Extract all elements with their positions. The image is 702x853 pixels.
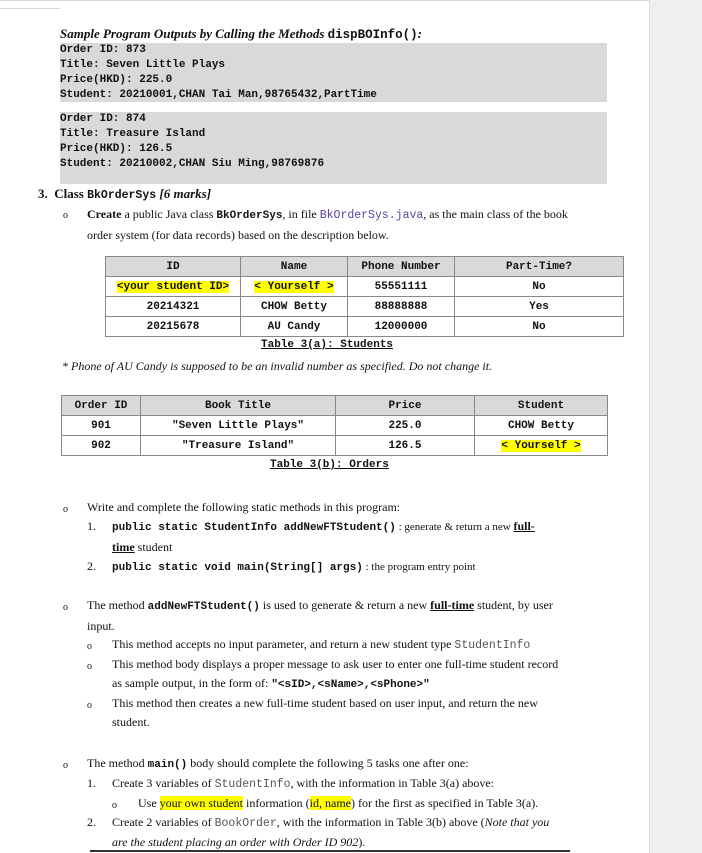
main-item-1-sub: Use your own student information (id, name) for the first as specified in Table 3(a). xyxy=(138,796,539,810)
bullet: o xyxy=(87,661,92,672)
bullet: o xyxy=(63,760,68,771)
question-3-heading: 3. Class BkOrderSys [6 marks] xyxy=(38,186,212,202)
method-1-number: 1. xyxy=(87,519,96,533)
main-item-2-number: 2. xyxy=(87,815,96,829)
table-row: 902 "Treasure Island" 126.5 < Yourself > xyxy=(62,436,608,456)
addnew-intro: The method addNewFTStudent() is used to generate & return a new full-time student, by user input. xyxy=(87,598,553,633)
main-item-1: Create 3 variables of StudentInfo, with the information in Table 3(a) above: xyxy=(112,776,495,791)
table-row: <your student ID> < Yourself > 55551111 No xyxy=(106,277,624,297)
main-item-2: Create 2 variables of BookOrder, with the information in Table 3(b) above (Note that you are the student placing an order with Order ID 902). xyxy=(112,815,550,849)
table-row: 901 "Seven Little Plays" 225.0 CHOW Betty xyxy=(62,416,608,436)
bullet: o xyxy=(112,800,117,811)
method-1: public static StudentInfo addNewFTStudent() : generate & return a new full- time student xyxy=(112,519,535,554)
write-intro: Write and complete the following static methods in this program: xyxy=(87,500,401,514)
main-intro: The method main() body should complete the following 5 tasks one after one: xyxy=(87,756,469,771)
output-block-1: Order ID: 873 Title: Seven Little Plays Price(HKD): 225.0 Student: 20210001,CHAN Tai Man,98765432,PartTime xyxy=(60,43,607,102)
bullet: o xyxy=(87,641,92,652)
table-3b-caption: Table 3(b): Orders xyxy=(270,459,389,471)
document-page xyxy=(38,0,649,853)
sample-output-heading: Sample Program Outputs by Calling the Methods dispBOInfo(): xyxy=(60,26,422,42)
bullet: o xyxy=(63,210,68,221)
col-price: Price xyxy=(336,396,475,416)
col-student: Student xyxy=(475,396,608,416)
table-row: 20215678 AU Candy 12000000 No xyxy=(106,317,624,337)
addnew-point-3: This method then creates a new full-time student based on user input, and return the new student. xyxy=(112,696,538,729)
bullet: o xyxy=(87,700,92,711)
orders-table xyxy=(61,395,608,456)
table-3a-caption: Table 3(a): Students xyxy=(261,339,394,351)
method-2: public static void main(String[] args) : the program entry point xyxy=(112,561,476,574)
bottom-rule xyxy=(90,850,570,852)
col-order-id: Order ID xyxy=(62,396,141,416)
students-table xyxy=(105,256,624,337)
col-parttime: Part-Time? xyxy=(455,257,624,277)
phone-note: * Phone of AU Candy is supposed to be an invalid number as specified. Do not change it. xyxy=(62,359,493,373)
main-item-1-number: 1. xyxy=(87,776,96,790)
addnew-point-1: This method accepts no input parameter, and return a new student type StudentInfo xyxy=(112,637,531,652)
create-instruction: Create a public Java class BkOrderSys, in file BkOrderSys.java, as the main class of the book order system (for data records) based on the description below. xyxy=(87,207,568,242)
col-book-title: Book Title xyxy=(141,396,336,416)
col-name: Name xyxy=(241,257,348,277)
right-sidebar xyxy=(649,0,702,853)
bullet: o xyxy=(63,504,68,515)
output-block-2: Order ID: 874 Title: Treasure Island Price(HKD): 126.5 Student: 20210002,CHAN Siu Ming,98769876 xyxy=(60,112,607,184)
col-phone: Phone Number xyxy=(348,257,455,277)
addnew-point-2: This method body displays a proper message to ask user to enter one full-time student record as sample output, in the form of: "<sID>,<sName>,<sPhone>" xyxy=(112,657,559,691)
top-divider-left xyxy=(0,8,60,9)
method-2-number: 2. xyxy=(87,559,96,573)
bullet: o xyxy=(63,602,68,613)
table-row: 20214321 CHOW Betty 88888888 Yes xyxy=(106,297,624,317)
col-id: ID xyxy=(106,257,241,277)
